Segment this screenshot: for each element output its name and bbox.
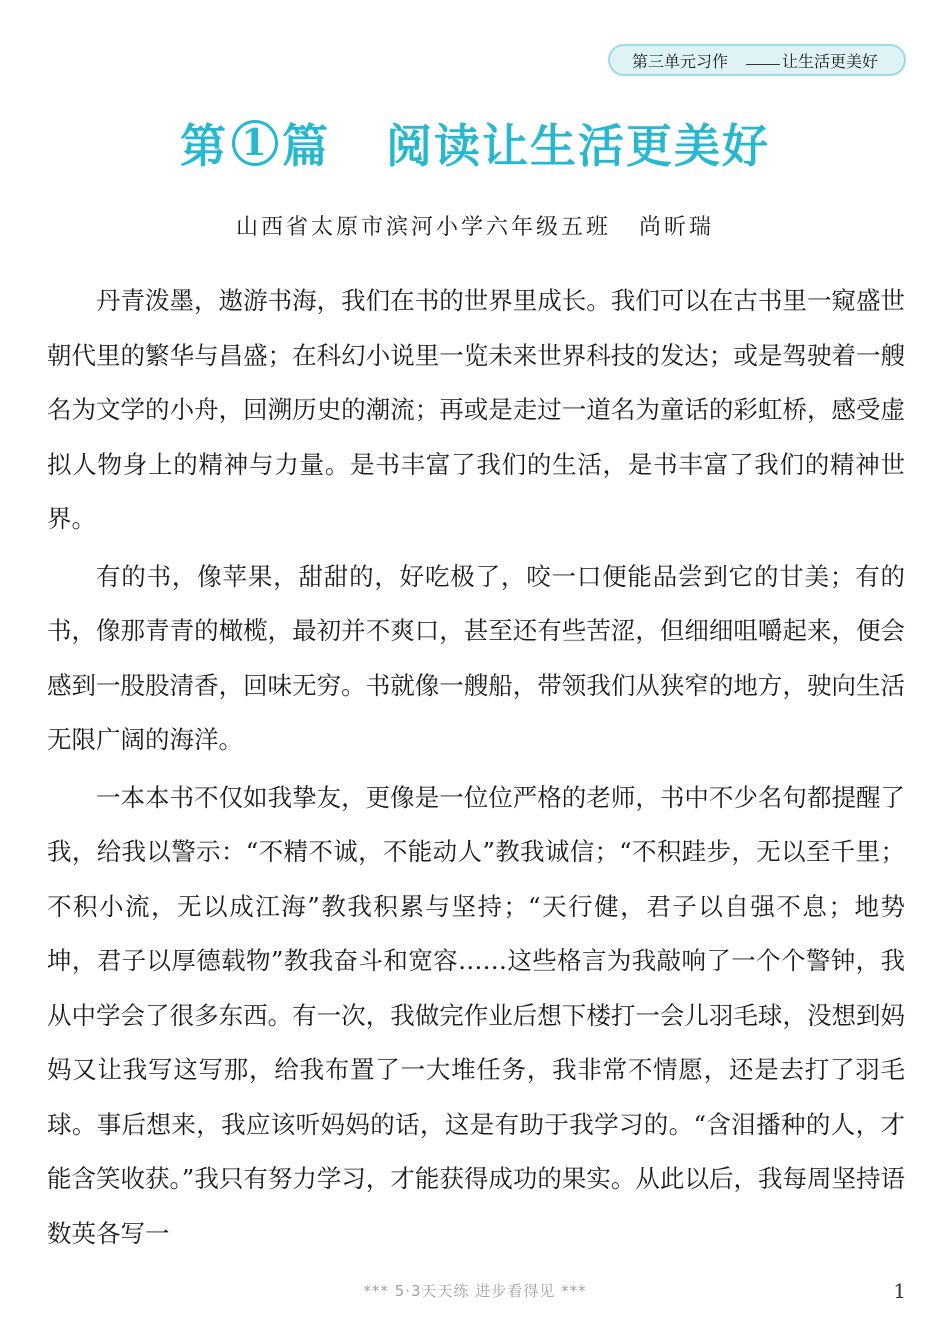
title-prefix: 第 [180,119,228,173]
author-name: 尚昕瑞 [639,215,715,240]
paragraph: 有的书，像苹果，甜甜的，好吃极了，咬一口便能品尝到它的甘美；有的书，像那青青的橄榄，最初并不爽口，甚至还有些苦涩，但细细咀嚼起来，便会感到一股股清香，回味无穷。书就像一艘船，带领我们从狭窄的地方，驶向生活无限广阔的海洋。 [47,561,905,754]
paragraph: 丹青泼墨，遨游书海，我们在书的世界里成长。我们可以在古书里一窥盛世朝代里的繁华与昌盛；在科幻小说里一览未来世界科技的发达；或是驾驶着一艘名为文学的小舟，回溯历史的潮流；再或是走过一道名为童话的彩虹桥，感受虚拟人物身上的精神与力量。是书丰富了我们的生活，是书丰富了我们的精神世界。 [47,286,905,533]
blank-line [746,64,780,65]
article-body [47,274,905,1261]
page-number: 1 [893,1279,906,1303]
unit-label: 第三单元习作 [632,51,729,71]
section-header-tab [608,44,906,76]
article-title [0,110,950,176]
article-number-circle: 1 [232,120,278,166]
topic-label: 让生活更美好 [782,51,879,71]
author-line [0,210,950,241]
title-suffix: 篇 [282,119,330,173]
footer-slogan: *** 5·3天天练 进步看得见 *** [363,1282,587,1300]
title-text: 阅读让生活更美好 [386,119,770,173]
paragraph: 一本本书不仅如我挚友，更像是一位位严格的老师，书中不少名句都提醒了我，给我以警示：“不精不诚，不能动人”教我诚信；“不积跬步，无以至千里；不积小流，无以成江海”教我积累与坚持；“天行健，君子以自强不息；地势坤，君子以厚德载物”教我奋斗和宽容……这些格言为我敲响了一个个警钟，我从中学会了很多东西。有一次，我做完作业后想下楼打一会儿羽毛球，没想到妈妈又让我写这写那，给我布置了一大堆任务，我非常不情愿，还是去打了羽毛球。事后想来，我应该听妈妈的话，这是有助于我学习的。“含泪播种的人，才能含笑收获。”我只有努力学习，才能获得成功的果实。从此以后，我每周坚持语数英各写一 [47,782,905,1248]
author-school: 山西省太原市滨河小学六年级五班 [235,215,611,240]
